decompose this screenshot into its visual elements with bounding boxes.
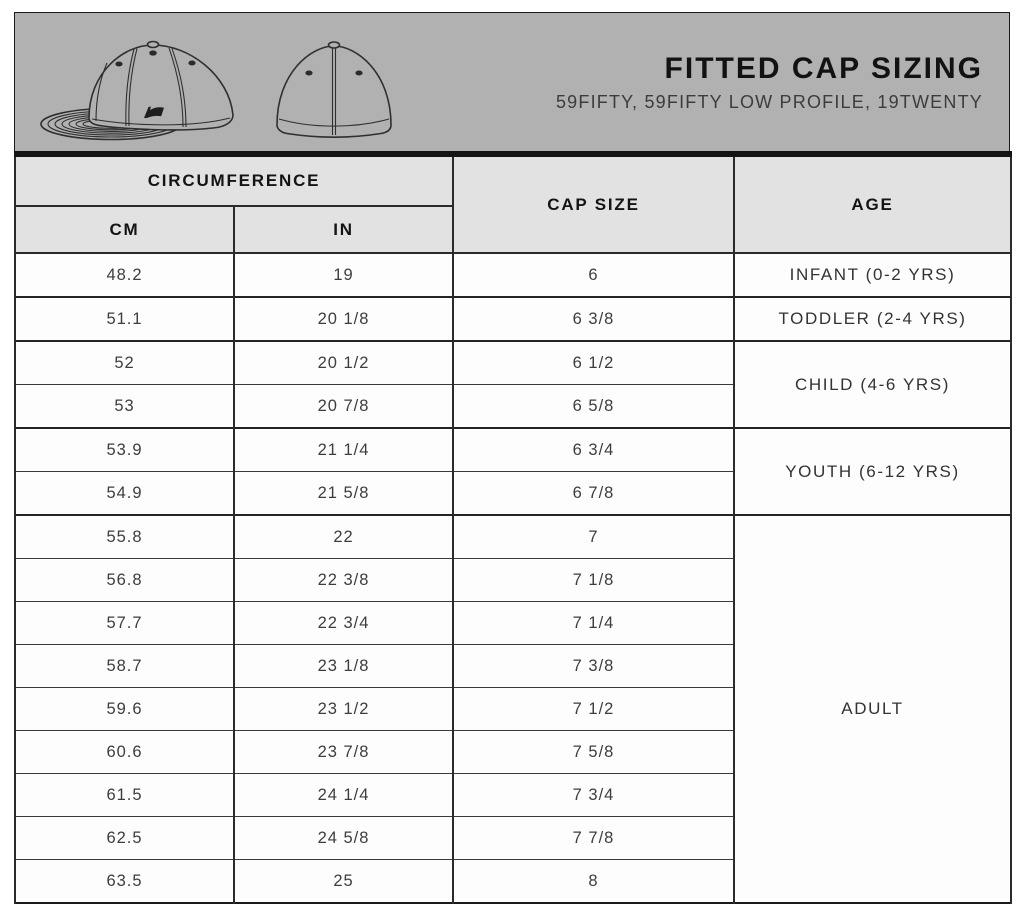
cell-cap-size: 6 3/4 bbox=[453, 428, 734, 472]
size-chart-sheet bbox=[14, 12, 1010, 904]
cell-age-group: YOUTH (6-12 YRS) bbox=[734, 428, 1011, 515]
table-row bbox=[15, 297, 1011, 341]
cell-in: 20 7/8 bbox=[234, 385, 453, 429]
cell-cap-size: 6 1/2 bbox=[453, 341, 734, 385]
cell-cap-size: 7 1/2 bbox=[453, 688, 734, 731]
page-subtitle: 59FIFTY, 59FIFTY LOW PROFILE, 19TWENTY bbox=[555, 91, 983, 112]
cell-cm: 60.6 bbox=[15, 731, 234, 774]
sizing-table-body bbox=[15, 253, 1011, 903]
cell-cm: 54.9 bbox=[15, 472, 234, 516]
cell-age-group: INFANT (0-2 YRS) bbox=[734, 253, 1011, 297]
page-title: FITTED CAP SIZING bbox=[664, 52, 983, 85]
header-row-groups bbox=[15, 154, 1011, 206]
cell-cm: 53 bbox=[15, 385, 234, 429]
cell-cap-size: 7 3/8 bbox=[453, 645, 734, 688]
cell-in: 22 3/4 bbox=[234, 602, 453, 645]
table-row bbox=[15, 253, 1011, 297]
cell-in: 21 5/8 bbox=[234, 472, 453, 516]
table-row bbox=[15, 428, 1011, 472]
column-header-cm: CM bbox=[15, 206, 234, 253]
cell-in: 23 1/8 bbox=[234, 645, 453, 688]
cell-age-group: ADULT bbox=[734, 515, 1011, 903]
column-header-circumference: CIRCUMFERENCE bbox=[15, 154, 453, 206]
sizing-table-header bbox=[15, 154, 1011, 253]
cell-cap-size: 6 3/8 bbox=[453, 297, 734, 341]
cell-cap-size: 7 3/4 bbox=[453, 774, 734, 817]
cell-cm: 58.7 bbox=[15, 645, 234, 688]
cell-cap-size: 6 bbox=[453, 253, 734, 297]
cell-in: 20 1/8 bbox=[234, 297, 453, 341]
cell-cm: 52 bbox=[15, 341, 234, 385]
cell-in: 22 bbox=[234, 515, 453, 559]
cell-cap-size: 6 7/8 bbox=[453, 472, 734, 516]
cell-in: 23 7/8 bbox=[234, 731, 453, 774]
cell-cm: 61.5 bbox=[15, 774, 234, 817]
cell-cap-size: 8 bbox=[453, 860, 734, 904]
cell-cap-size: 6 5/8 bbox=[453, 385, 734, 429]
cell-in: 24 5/8 bbox=[234, 817, 453, 860]
cell-cm: 56.8 bbox=[15, 559, 234, 602]
cell-cm: 63.5 bbox=[15, 860, 234, 904]
cell-cm: 57.7 bbox=[15, 602, 234, 645]
cell-cap-size: 7 bbox=[453, 515, 734, 559]
cell-in: 21 1/4 bbox=[234, 428, 453, 472]
table-row bbox=[15, 515, 1011, 559]
cell-in: 19 bbox=[234, 253, 453, 297]
cell-cm: 62.5 bbox=[15, 817, 234, 860]
cell-in: 23 1/2 bbox=[234, 688, 453, 731]
column-header-in: IN bbox=[234, 206, 453, 253]
cell-cm: 48.2 bbox=[15, 253, 234, 297]
cell-in: 24 1/4 bbox=[234, 774, 453, 817]
cell-cap-size: 7 7/8 bbox=[453, 817, 734, 860]
cell-cm: 53.9 bbox=[15, 428, 234, 472]
sizing-table bbox=[14, 151, 1012, 904]
cell-cap-size: 7 1/8 bbox=[453, 559, 734, 602]
cell-cm: 59.6 bbox=[15, 688, 234, 731]
cell-cap-size: 7 5/8 bbox=[453, 731, 734, 774]
cell-cm: 55.8 bbox=[15, 515, 234, 559]
cell-age-group: TODDLER (2-4 YRS) bbox=[734, 297, 1011, 341]
cell-in: 22 3/8 bbox=[234, 559, 453, 602]
cap-back-view-illustration bbox=[277, 42, 391, 137]
cell-in: 25 bbox=[234, 860, 453, 904]
cell-in: 20 1/2 bbox=[234, 341, 453, 385]
column-header-cap-size: CAP SIZE bbox=[453, 154, 734, 253]
cap-illustrations bbox=[31, 23, 411, 145]
title-block bbox=[556, 53, 983, 113]
cell-cap-size: 7 1/4 bbox=[453, 602, 734, 645]
table-row bbox=[15, 341, 1011, 385]
header-banner bbox=[14, 12, 1010, 151]
cell-cm: 51.1 bbox=[15, 297, 234, 341]
cap-side-view-illustration bbox=[41, 42, 233, 140]
column-header-age: AGE bbox=[734, 154, 1011, 253]
cell-age-group: CHILD (4-6 YRS) bbox=[734, 341, 1011, 428]
